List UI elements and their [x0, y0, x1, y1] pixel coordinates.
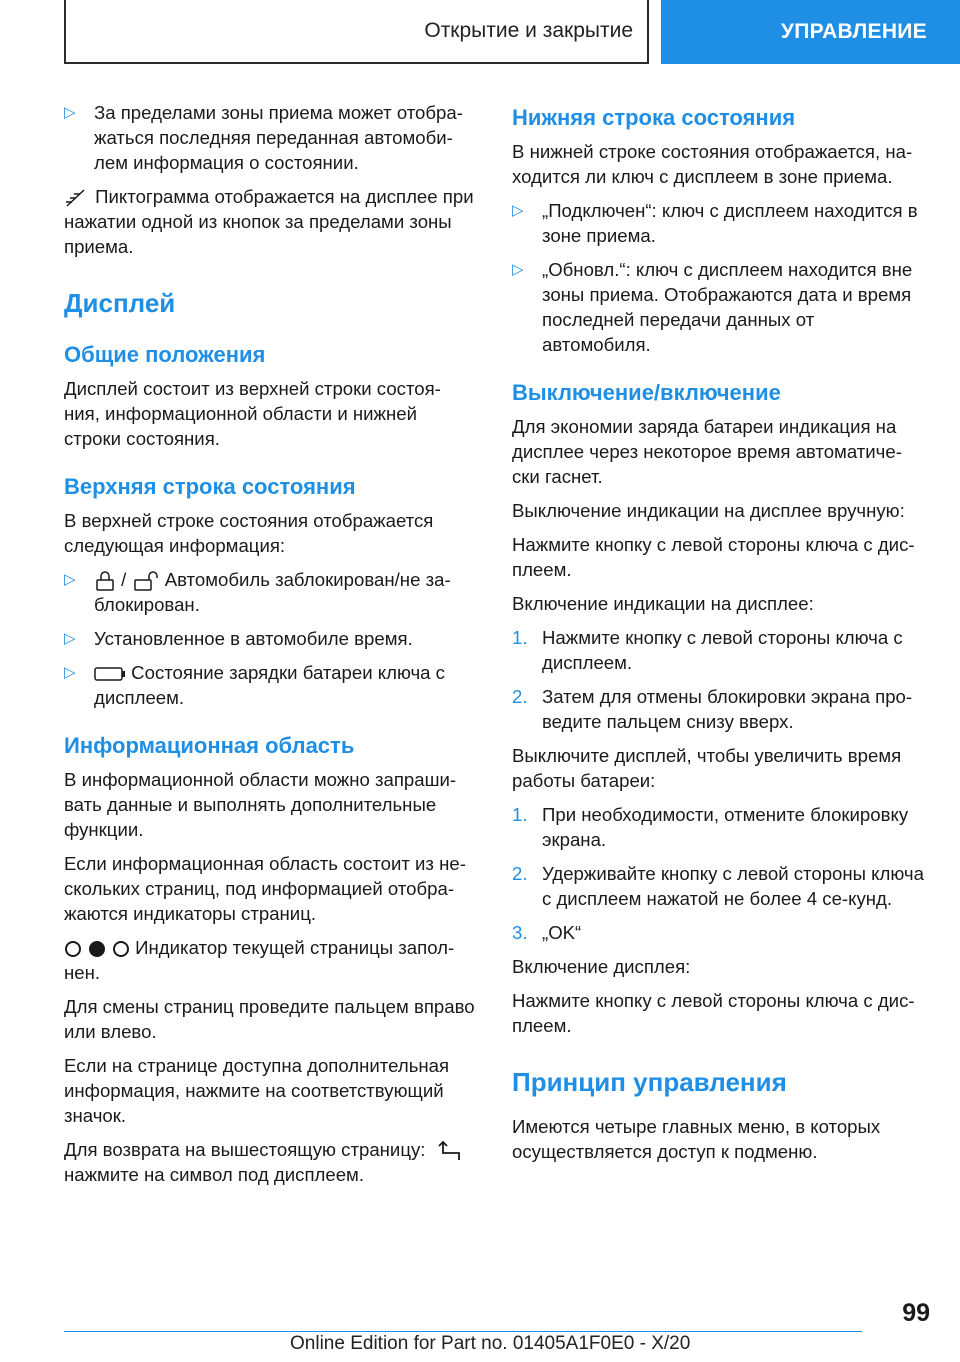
paragraph-top-status: В верхней строке состояния отображается следующая информация:	[64, 510, 434, 556]
no-signal-icon	[64, 189, 90, 207]
numbered-item	[512, 802, 926, 852]
pictogram-text: Пиктограмма отображается на дисплее при нажатии одной из кнопок за пределами зоны приема.	[64, 186, 474, 257]
step-text: „OK“	[542, 922, 582, 943]
lock-slash: /	[121, 569, 127, 590]
right-column	[512, 100, 926, 1173]
paragraph-press-2: Нажмите кнопку с левой стороны ключа с дис-плеем.	[512, 990, 915, 1036]
header-chapter-title: УПРАВЛЕНИЕ	[780, 20, 927, 43]
paragraph-off: Выключите дисплей, чтобы увеличить время работы батареи:	[512, 745, 902, 791]
paragraph-on: Включение индикации на дисплее:	[512, 593, 814, 614]
indicator-text: Индикатор текущей страницы запол-нен.	[64, 937, 455, 984]
heading-info-area: Информационная область	[64, 733, 355, 759]
bullet-triangle-icon: ▷	[512, 261, 524, 278]
bullet-triangle-icon: ▷	[64, 630, 76, 648]
pictogram-note	[64, 184, 476, 259]
paragraph-back	[64, 1137, 476, 1187]
footer-edition: Online Edition for Part no. 01405A1F0E0 - X/20	[290, 1333, 691, 1354]
header-section	[64, 0, 649, 64]
header-section-title: Открытие и закрытие	[424, 19, 633, 42]
step-number: 2.	[512, 863, 528, 884]
lock-open-icon	[132, 570, 160, 592]
bullet-item	[512, 257, 926, 357]
step-text: Нажмите кнопку с левой стороны ключа с дисплеем.	[542, 627, 903, 673]
heading-bottom-status: Нижняя строка состояния	[512, 105, 796, 130]
heading-general: Общие положения	[64, 342, 266, 367]
back-text-1: Для возврата на вышестоящую страницу:	[64, 1139, 426, 1161]
heading-principle: Принцип управления	[512, 1067, 787, 1097]
bullet-item	[64, 100, 476, 175]
step-text: Затем для отмены блокировки экрана про-ведите пальцем снизу вверх.	[542, 686, 913, 732]
paragraph-indicator	[64, 935, 476, 985]
bullet-triangle-icon: ▷	[64, 664, 76, 682]
page-number: 99	[902, 1299, 930, 1327]
heading-display: Дисплей	[64, 288, 176, 318]
header-chapter	[661, 0, 960, 64]
bullet-triangle-icon: ▷	[64, 104, 76, 121]
paragraph-principle: Имеются четыре главных меню, в которых осуществляется доступ к подменю.	[512, 1116, 881, 1162]
numbered-item	[512, 625, 926, 675]
step-text: Удерживайте кнопку с левой стороны ключа с дисплеем нажатой не более 4 се-кунд.	[542, 863, 924, 909]
back-arrow-icon	[437, 1140, 465, 1162]
left-column	[64, 100, 476, 1196]
paragraph-bottom-status: В нижней строке состояния отображается, на-ходится ли ключ с дисплеем в зоне приема.	[512, 141, 913, 187]
bullet-triangle-icon: ▷	[64, 571, 76, 588]
battery-icon	[94, 666, 126, 682]
paragraph-info-2: Если информационная область состоит из не-скольких страниц, под информацией отобра-жаются индикаторы страниц.	[64, 853, 466, 925]
paragraph-general: Дисплей состоит из верхней строки состоя-ния, информационной области и нижней строки состояния.	[64, 378, 441, 449]
paragraph-press-1: Нажмите кнопку с левой стороны ключа с дис-плеем.	[512, 534, 915, 580]
heading-top-status: Верхняя строка состояния	[64, 474, 356, 499]
heading-on-off: Выключение/включение	[512, 380, 781, 405]
bullet-text: За пределами зоны приема может отобра-жаться последняя переданная автомоби-лем информация о состоянии.	[94, 102, 463, 173]
step-number: 2.	[512, 686, 528, 707]
numbered-item	[512, 684, 926, 734]
footer-divider	[64, 1331, 862, 1332]
bullet-item	[64, 660, 476, 710]
bullet-triangle-icon: ▷	[512, 202, 524, 219]
page-dots-icon	[64, 939, 130, 959]
step-number: 1.	[512, 804, 528, 825]
numbered-item	[512, 920, 926, 945]
step-number: 1.	[512, 627, 528, 648]
paragraph-swipe: Для смены страниц проведите пальцем вправо или влево.	[64, 996, 475, 1043]
paragraph-info-1: В информационной области можно запраши-вать данные и выполнять дополнительные функции.	[64, 769, 457, 841]
bullet-item	[64, 626, 476, 651]
paragraph-more-info: Если на странице доступна дополнительная информация, нажмите на соответствующий значок.	[64, 1055, 450, 1127]
bullet-text: Установленное в автомобиле время.	[94, 628, 413, 650]
step-number: 3.	[512, 922, 528, 943]
bullet-text: Автомобиль заблокирован/не за-блокирован.	[94, 569, 451, 616]
bullet-text: „Подключен“: ключ с дисплеем находится в зоне приема.	[542, 200, 918, 246]
step-text: При необходимости, отмените блокировку экрана.	[542, 804, 909, 850]
paragraph-manual: Выключение индикации на дисплее вручную:	[512, 500, 905, 521]
paragraph-display-on: Включение дисплея:	[512, 956, 691, 977]
bullet-text: „Обновл.“: ключ с дисплеем находится вне зоны приема. Отображаются дата и время последней передачи данных от автомобиля.	[542, 259, 913, 355]
bullet-text: Состояние зарядки батареи ключа с дисплеем.	[94, 662, 445, 709]
back-text-2: нажмите на символ под дисплеем.	[64, 1164, 364, 1186]
numbered-item	[512, 861, 926, 911]
paragraph-save: Для экономии заряда батареи индикация на дисплее через некоторое время автоматиче-ски гаснет.	[512, 416, 902, 487]
bullet-item	[512, 198, 926, 248]
lock-closed-icon	[94, 570, 116, 592]
bullet-item	[64, 567, 476, 617]
